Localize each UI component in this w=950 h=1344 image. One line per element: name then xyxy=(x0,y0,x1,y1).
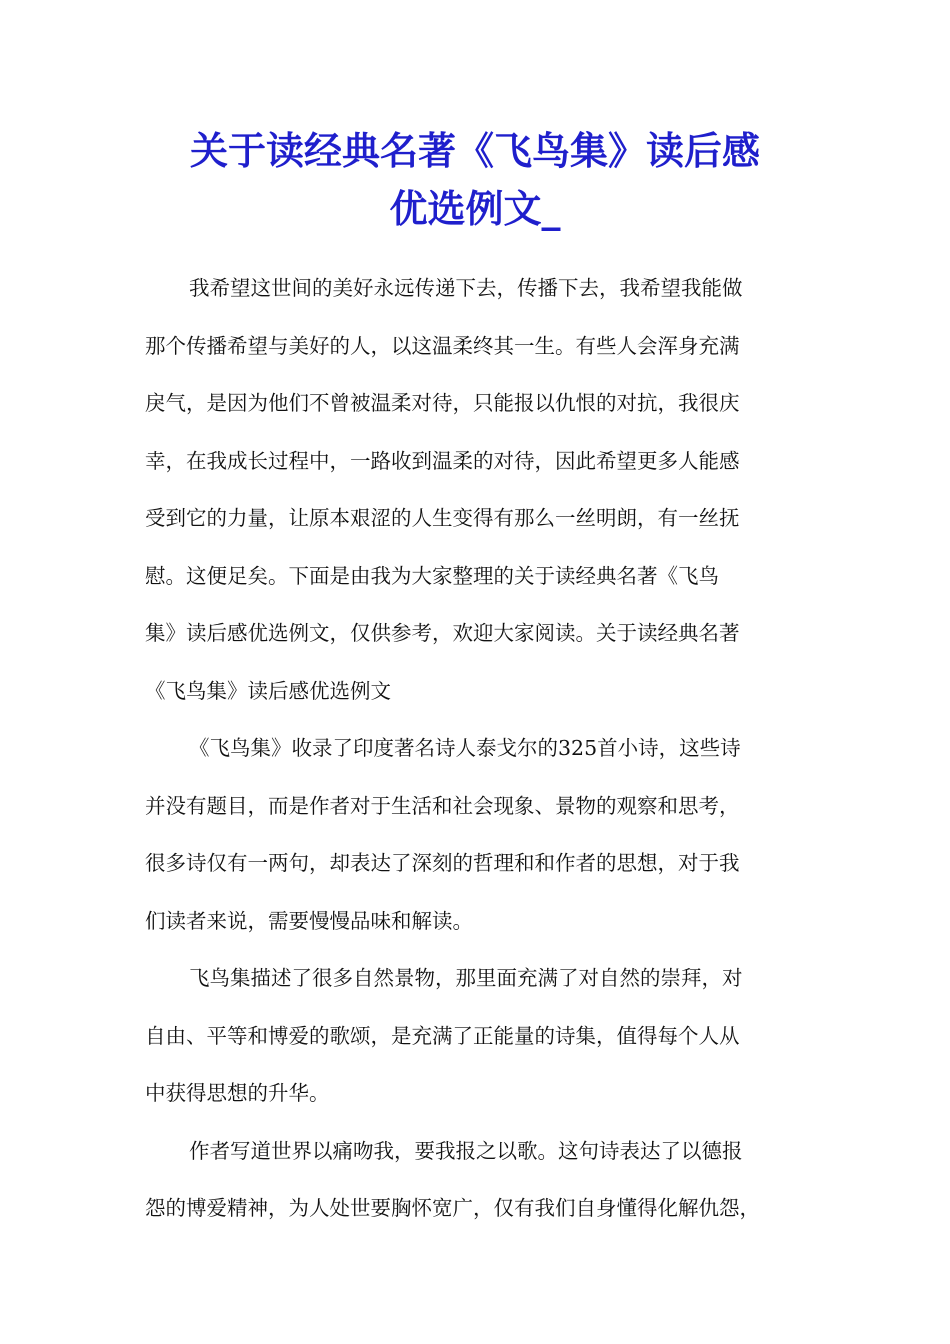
body-line: 怨的博爱精神，为人处世要胸怀宽广，仅有我们自身懂得化解仇怨， xyxy=(145,1196,760,1220)
body-line: 作者写道世界以痛吻我，要我报之以歌。这句诗表达了以德报 xyxy=(189,1138,743,1163)
body-line: 集》读后感优选例文，仅供参考，欢迎大家阅读。关于读经典名著 xyxy=(145,621,740,645)
document-body xyxy=(145,260,815,1238)
body-line: 中获得思想的升华。 xyxy=(145,1081,330,1105)
body-line: 飞鸟集描述了很多自然景物，那里面充满了对自然的崇拜，对 xyxy=(189,966,743,990)
body-line: 自由、平等和博爱的歌颂，是充满了正能量的诗集，值得每个人从 xyxy=(145,1023,740,1048)
body-line: 《飞鸟集》收录了印度著名诗人泰戈尔的325首小诗，这些诗 xyxy=(189,736,741,760)
body-line: 们读者来说，需要慢慢品味和解读。 xyxy=(145,908,473,933)
title-line-2: 优选例文_ xyxy=(389,186,561,231)
body-line: 戾气，是因为他们不曾被温柔对待，只能报以仇恨的对抗，我很庆 xyxy=(145,391,740,415)
document-title xyxy=(120,122,830,238)
body-line: 我希望这世间的美好永远传递下去，传播下去，我希望我能做 xyxy=(189,276,743,300)
body-line: 并没有题目，而是作者对于生活和社会现象、景物的观察和思考， xyxy=(145,793,740,818)
body-line: 幸，在我成长过程中，一路收到温柔的对待，因此希望更多人能感 xyxy=(145,448,740,473)
title-line-1: 关于读经典名著《飞鸟集》读后感 xyxy=(189,128,760,173)
body-line: 《飞鸟集》读后感优选例文 xyxy=(145,678,391,703)
body-line: 很多诗仅有一两句，却表达了深刻的哲理和和作者的思想，对于我 xyxy=(145,851,740,875)
body-line: 那个传播希望与美好的人，以这温柔终其一生。有些人会浑身充满 xyxy=(145,333,740,358)
body-line: 受到它的力量，让原本艰涩的人生变得有那么一丝明朗，有一丝抚 xyxy=(145,506,740,530)
body-line: 慰。这便足矣。下面是由我为大家整理的关于读经典名著《飞鸟 xyxy=(145,563,719,588)
